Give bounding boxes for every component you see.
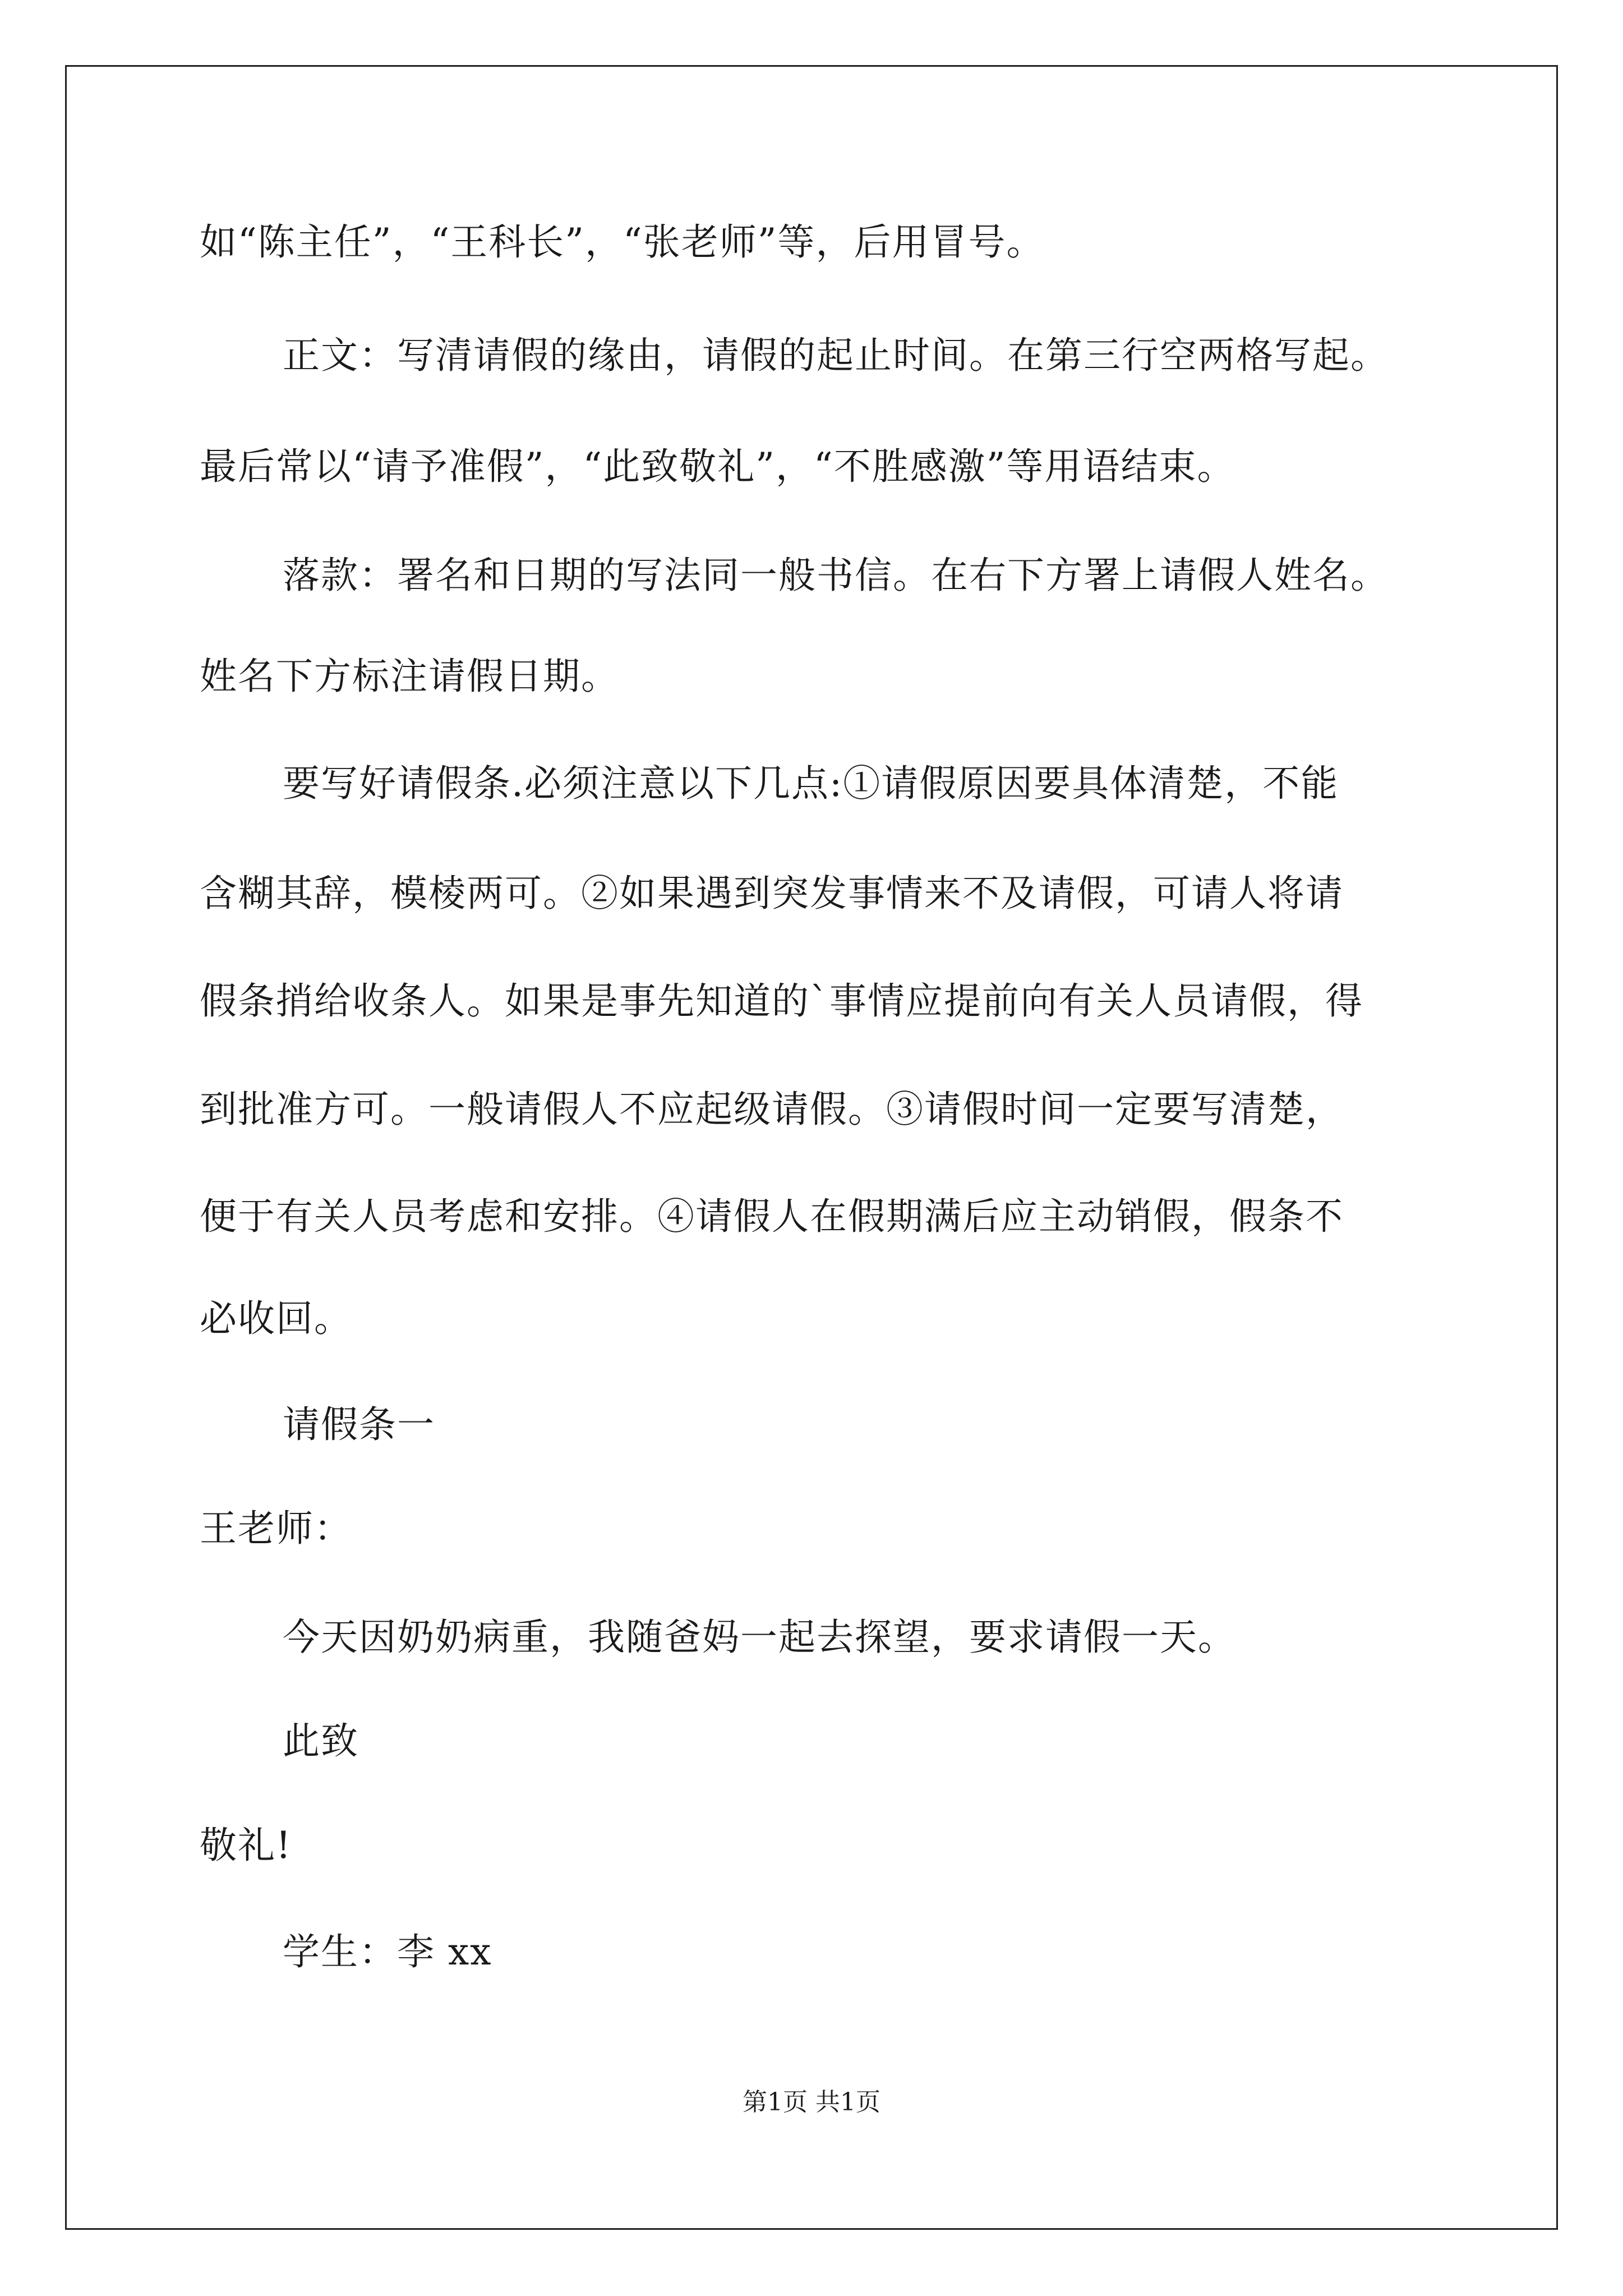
letter-signature: 学生：李 xx — [283, 1930, 492, 1973]
letter-regards: 敬礼! — [200, 1824, 292, 1867]
text-line-3: 最后常以“请予准假”，“此致敬礼”，“不胜感激”等用语结束。 — [200, 445, 1235, 488]
page-border — [65, 65, 1558, 2230]
letter-salutation: 王老师： — [200, 1507, 352, 1550]
letter-closing: 此致 — [283, 1719, 359, 1763]
text-line-8: 假条捎给收条人。如果是事先知道的`事情应提前向有关人员请假，得 — [200, 979, 1363, 1023]
text-line-11: 必收回。 — [200, 1297, 352, 1340]
text-line-7: 含糊其辞，模棱两可。②如果遇到突发事情来不及请假，可请人将请 — [200, 872, 1344, 915]
text-line-10: 便于有关人员考虑和安排。④请假人在假期满后应主动销假，假条不 — [200, 1195, 1344, 1238]
text-line-5: 姓名下方标注请假日期。 — [200, 655, 619, 698]
text-line-6: 要写好请假条.必须注意以下几点:①请假原因要具体清楚，不能 — [283, 762, 1339, 805]
letter-body: 今天因奶奶病重，我随爸妈一起去探望，要求请假一天。 — [283, 1616, 1236, 1659]
page-footer: 第1页 共1页 — [743, 2088, 880, 2116]
text-line-9: 到批准方可。一般请假人不应起级请假。③请假时间一定要写清楚， — [200, 1088, 1344, 1131]
text-line-2: 正文：写清请假的缘由，请假的起止时间。在第三行空两格写起。 — [283, 334, 1389, 377]
text-line-1: 如“陈主任”，“王科长”，“张老师”等，后用冒号。 — [200, 220, 1045, 264]
letter-heading: 请假条一 — [283, 1403, 435, 1446]
text-line-4: 落款：署名和日期的写法同一般书信。在右下方署上请假人姓名。 — [283, 554, 1389, 597]
